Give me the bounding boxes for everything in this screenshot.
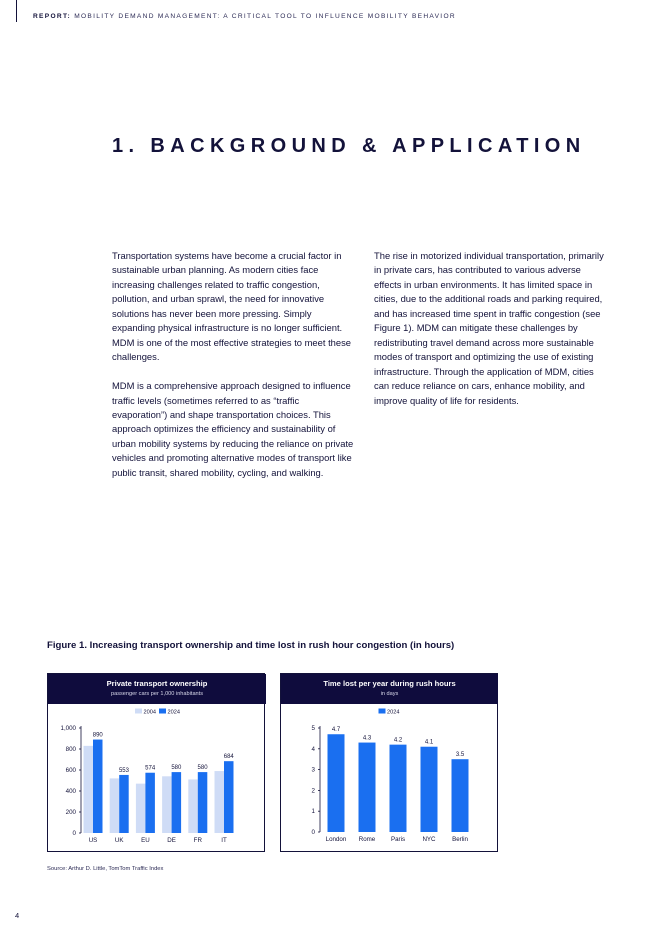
- y-tick-label: 3: [311, 766, 315, 774]
- y-tick-label: 2: [311, 787, 315, 795]
- bar-2024: [452, 759, 469, 832]
- report-label: REPORT:: [33, 13, 72, 20]
- data-label: 4.2: [393, 737, 403, 744]
- bar-2024: [119, 775, 129, 833]
- bar-2004: [162, 776, 172, 833]
- y-tick-label: 1,000: [60, 725, 76, 732]
- chart-subtitle: passenger cars per 1,000 inhabitants: [110, 691, 204, 697]
- figure-title: Figure 1. Increasing transport ownership and time lost in rush hour congestion (in hours): [47, 640, 455, 651]
- report-title: MOBILITY DEMAND MANAGEMENT: A CRITICAL TOOL TO INFLUENCE MOBILITY BEHAVIOR: [74, 13, 456, 20]
- data-label: 4.1: [424, 739, 434, 746]
- y-tick-label: 0: [311, 829, 315, 836]
- legend-swatch: [159, 709, 166, 714]
- page-number: 4: [15, 911, 20, 920]
- y-tick-label: 200: [65, 809, 76, 816]
- x-tick-label: London: [325, 836, 347, 843]
- bar-2024: [172, 772, 182, 833]
- bar-2004: [188, 779, 198, 833]
- x-tick-label: Paris: [390, 836, 406, 843]
- legend-label: 2004: [143, 709, 156, 716]
- bar-2024: [359, 743, 376, 832]
- bar-2024: [224, 761, 234, 833]
- chart-time-lost: [280, 673, 498, 852]
- x-tick-label: DE: [167, 837, 176, 844]
- paragraph: The rise in motorized individual transportation, primarily in private cars, has contributed to various adverse effects in urban environments. It has limited space in cities, due to the additional roads and parking required, and has increased time spent in traffic congestion (see Figure 1). MDM can mitigate these challenges by redistributing travel demand across more sustainable modes of transport and optimizing the use of existing infrastructure. Through the application of MDM, cities can reduce reliance on cars, enhance mobility, and improve quality of life for residents.: [374, 250, 604, 406]
- bar-2024: [421, 747, 438, 832]
- x-tick-label: NYC: [422, 836, 436, 843]
- bar-2024: [93, 740, 103, 833]
- bar-2004: [215, 771, 225, 833]
- y-tick-label: 1: [311, 808, 315, 816]
- bar-2004: [110, 778, 120, 833]
- bar-2024: [328, 734, 345, 832]
- left-column: [112, 249, 354, 495]
- legend-swatch: [135, 709, 142, 714]
- x-tick-label: FR: [193, 837, 202, 844]
- data-label: 4.7: [331, 727, 341, 734]
- x-tick-label: UK: [114, 837, 124, 844]
- chart-ownership: [47, 673, 265, 852]
- section-title: 1. BACKGROUND & APPLICATION: [112, 135, 586, 157]
- data-label: 580: [171, 765, 182, 772]
- x-tick-label: Berlin: [452, 836, 468, 843]
- data-label: 890: [92, 732, 103, 739]
- y-tick-label: 800: [65, 746, 76, 753]
- data-label: 553: [118, 767, 129, 774]
- bar-2024: [198, 772, 208, 833]
- data-label: 684: [223, 754, 234, 761]
- legend-swatch: [379, 709, 386, 714]
- chart-title: Time lost per year during rush hours: [323, 679, 456, 688]
- y-tick-label: 5: [311, 725, 315, 732]
- report-header: [33, 13, 456, 20]
- bar-2024: [390, 745, 407, 832]
- chart-title: Private transport ownership: [106, 679, 208, 688]
- header-rule: [16, 0, 17, 22]
- paragraph: MDM is a comprehensive approach designed to influence traffic levels (sometimes referred to as “traffic evaporation”) and shape transportation choices. This approach optimizes the efficiency and sustainability of urban mobility systems by reducing the reliance on private vehicles and promoting alternative modes of transport like public transit, shared mobility, cycling, and walking.: [112, 380, 354, 478]
- bar-2004: [84, 746, 94, 833]
- source-note: Source: Arthur D. Little, TomTom Traffic Index: [47, 866, 164, 872]
- bar-2024: [145, 773, 155, 833]
- paragraph: Transportation systems have become a crucial factor in sustainable urban planning. As modern cities face increasing challenges related to traffic congestion, pollution, and urban sprawl, the need for innovative solutions has never been more pressing. Simply expanding physical infrastructure is no longer sufficient. MDM is one of the most effective strategies to meet these challenges.: [112, 250, 351, 363]
- ownership-chart-svg: [48, 674, 266, 853]
- x-tick-label: EU: [141, 837, 150, 844]
- legend-label: 2024: [167, 709, 180, 716]
- time-lost-chart-svg: [281, 674, 498, 853]
- x-tick-label: Rome: [358, 836, 376, 843]
- y-tick-label: 0: [72, 830, 76, 837]
- x-tick-label: US: [88, 837, 98, 844]
- data-label: 580: [197, 765, 208, 772]
- y-tick-label: 600: [65, 767, 76, 774]
- x-tick-label: IT: [221, 837, 227, 844]
- data-label: 4.3: [362, 735, 372, 742]
- y-tick-label: 4: [311, 745, 315, 753]
- chart-subtitle: in days: [380, 691, 399, 697]
- data-label: 574: [145, 765, 156, 772]
- right-column: [374, 249, 610, 422]
- y-tick-label: 400: [65, 788, 76, 795]
- data-label: 3.5: [455, 752, 465, 759]
- bar-2004: [136, 784, 146, 833]
- legend-label: 2024: [387, 709, 400, 716]
